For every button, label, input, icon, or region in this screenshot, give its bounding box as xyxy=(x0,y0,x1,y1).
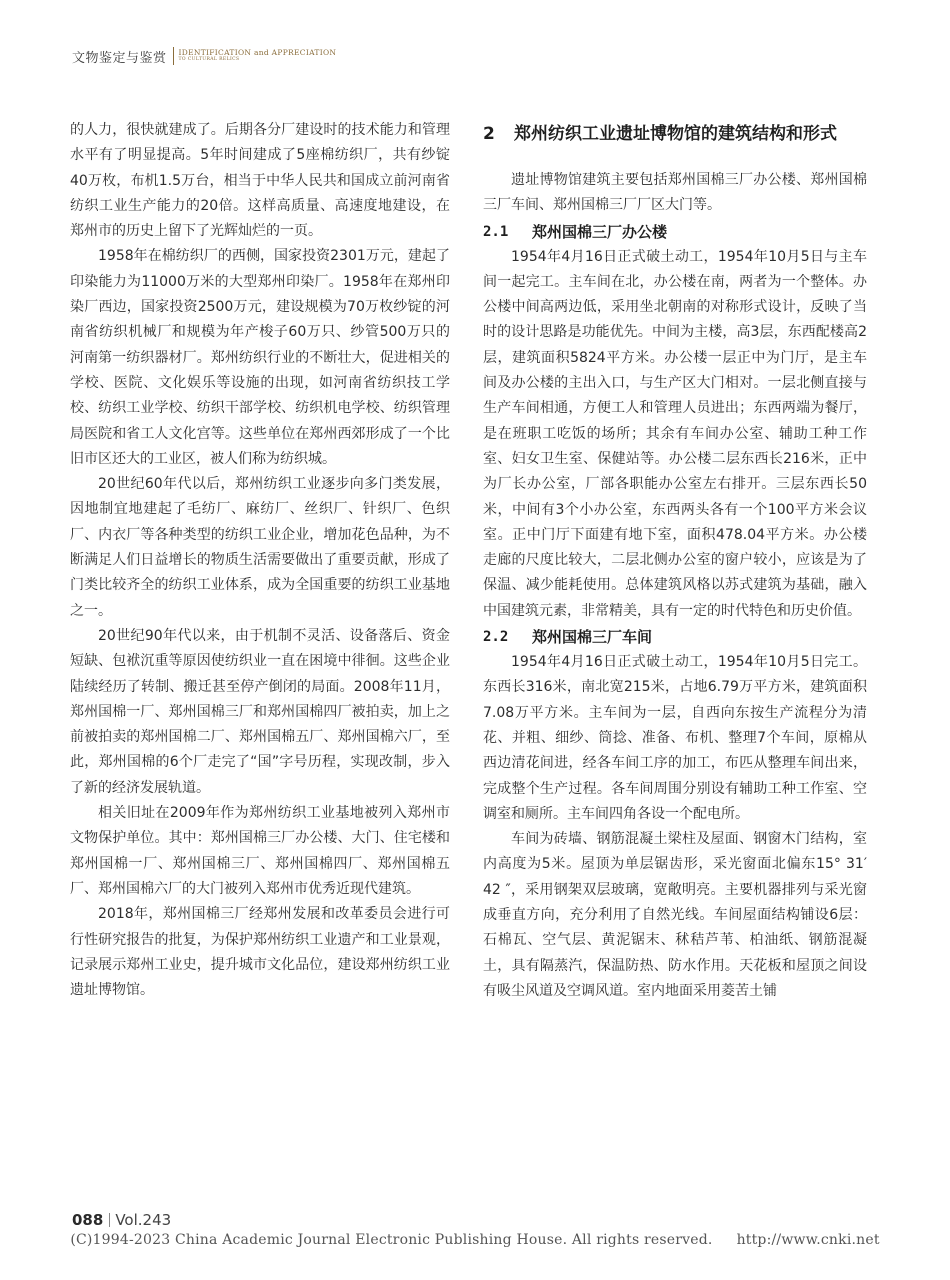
paragraph: 20世纪60年代以后，郑州纺织工业逐步向多门类发展，因地制宜地建起了毛纺厂、麻纺厂、丝织厂、针织厂、色织厂、内衣厂等各种类型的纺织工业企业，增加花色品种，为不断满足人们日益增长的物质生活需要做出了重要贡献，形成了门类比较齐全的纺织工业体系，成为全国重要的纺织工业基地之一。 xyxy=(70,476,450,619)
page-footer xyxy=(72,1208,171,1232)
subsection-number: 2.2 xyxy=(483,629,509,646)
section-number: 2 xyxy=(483,124,495,144)
section-heading xyxy=(483,120,867,148)
cnki-url: http://www.cnki.net xyxy=(736,1232,880,1248)
journal-title-en xyxy=(179,49,337,63)
footer-divider xyxy=(109,1213,110,1227)
journal-title-cn: 文物鉴定与鉴赏 xyxy=(72,50,167,66)
copyright-text: (C)1994-2023 China Academic Journal Electronic Publishing House. All rights reserved. xyxy=(70,1232,713,1248)
paragraph: 20世纪90年代以来，由于机制不灵活、设备落后、资金短缺、包袱沉重等原因使纺织业一直在困境中徘徊。这些企业陆续经历了转制、搬迁甚至停产倒闭的局面。2008年11月，郑州国棉一厂、郑州国棉三厂和郑州国棉四厂被拍卖，加上之前被拍卖的郑州国棉二厂、郑州国棉五厂、郑州国棉六厂，至此，郑州国棉的6个厂走完了“国”字号历程，实现改制，步入了新的经济发展轨道。 xyxy=(70,627,450,796)
right-column xyxy=(483,118,867,1004)
header-divider xyxy=(173,47,174,65)
journal-title-en-line2: TO CULTURAL RELICS xyxy=(178,57,240,62)
paragraph: 相关旧址在2009年作为郑州纺织工业基地被列入郑州市文物保护单位。其中：郑州国棉三厂办公楼、大门、住宅楼和郑州国棉一厂、郑州国棉三厂、郑州国棉四厂、郑州国棉五厂、郑州国棉六厂的大门被列入郑州市优秀近现代建筑。 xyxy=(70,805,450,897)
subsection-heading xyxy=(483,219,867,245)
paragraph: 2018年，郑州国棉三厂经郑州发展和改革委员会进行可行性研究报告的批复，为保护郑州纺织工业遗产和工业景观，记录展示郑州工业史，提升城市文化品位，建设郑州纺织工业遗址博物馆。 xyxy=(70,906,450,999)
paragraph: 1954年4月16日正式破土动工，1954年10月5日与主车间一起完工。主车间在北，办公楼在南，两者为一个整体。办公楼中间高两边低，采用坐北朝南的对称形式设计，反映了当时的设计思路是功能优先。中间为主楼，高3层，东西配楼高2层，建筑面积5824平方米。办公楼一层正中为门厅，是主车间及办公楼的主出入口，与生产区大门相对。一层北侧直接与生产车间相通，方便工人和管理人员进出；东西两端为餐厅，是在班职工吃饭的场所；其余有车间办公室、辅助工种工作室、妇女卫生室、保健站等。办公楼二层东西长216米，正中为厂长办公室，厂部各职能办公室左右排开。三层东西长50米，中间有3个小办公室，东西两头各有一个100平方米会议室。正中门厅下面建有地下室，面积478.04平方米。办公楼走廊的尺度比较大，二层北侧办公室的窗户较小，应该是为了保温、减少能耗使用。总体建筑风格以苏式建筑为基础，融入中国建筑元素，非常精美，具有一定的时代特色和历史价值。 xyxy=(483,248,867,619)
paragraph: 车间为砖墙、钢筋混凝土梁柱及屋面、钢窗木门结构，室内高度为5米。屋顶为单层锯齿形，采光窗面北偏东15° 31′ 42 ″，采用钢架双层玻璃，宽敞明亮。主要机器排列与采光窗成垂直方向，充分利用了自然光线。车间屋面结构铺设6层：石棉瓦、空气层、黄泥锯末、秫秸芦苇、柏油纸、钢筋混凝土，具有隔蒸汽，保温防热、防水作用。天花板和屋顶之间设有吸尘风道及空调风道。室内地面采用菱苦土铺 xyxy=(483,831,867,999)
left-column xyxy=(70,118,450,1003)
running-header xyxy=(72,46,336,66)
subsection-title: 郑州国棉三厂办公楼 xyxy=(532,222,668,241)
section-intro: 遗址博物馆建筑主要包括郑州国棉三厂办公楼、郑州国棉三厂车间、郑州国棉三厂厂区大门等。 xyxy=(483,172,867,214)
page-number: 088 xyxy=(72,1211,104,1229)
subsection-heading xyxy=(483,624,867,650)
volume-label: Vol.243 xyxy=(115,1211,172,1229)
paragraph: 1958年在棉纺织厂的西侧，国家投资2301万元，建起了印染能力为11000万米的大型郑州印染厂。1958年在郑州印染厂西边，国家投资2500万元，建设规模为70万枚纱锭的河南省纺织机械厂和规模为年产梭子60万只、纱管500万只的河南第一纺织器材厂。郑州纺织行业的不断壮大，促进相关的学校、医院、文化娱乐等设施的出现，如河南省纺织技工学校、纺织工业学校、纺织干部学校、纺织机电学校、纺织管理局医院和省工人文化宫等。这些单位在郑州西郊形成了一个比旧市区还大的工业区，被人们称为纺织城。 xyxy=(70,248,450,467)
paragraph: 的人力，很快就建成了。后期各分厂建设时的技术能力和管理水平有了明显提高。5年时间建成了5座棉纺织厂，共有纱锭40万枚，布机1.5万台，相当于中华人民共和国成立前河南省纺织工业生产能力的20倍。这样高质量、高速度地建设，在郑州市的历史上留下了光辉灿烂的一页。 xyxy=(70,122,450,240)
subsection-title: 郑州国棉三厂车间 xyxy=(532,628,653,647)
copyright-notice xyxy=(0,1232,950,1248)
paragraph: 1954年4月16日正式破土动工，1954年10月5日完工。东西长316米，南北宽215米，占地6.79万平方米，建筑面积7.08万平方米。主车间为一层，自西向东按生产流程分为清花、并粗、细纱、筒捻、准备、布机、整理7个车间，原棉从西边清花间进，经各车间工序的加工，布匹从整理车间出来，完成整个生产过程。各车间周围分别设有辅助工种工作室、空调室和厕所。主车间四角各设一个配电所。 xyxy=(483,654,867,822)
journal-title-en-line1: IDENTIFICATION and APPRECIATION xyxy=(178,48,337,57)
subsection-number: 2.1 xyxy=(483,223,509,240)
section-title: 郑州纺织工业遗址博物馆的建筑结构和形式 xyxy=(514,124,837,144)
